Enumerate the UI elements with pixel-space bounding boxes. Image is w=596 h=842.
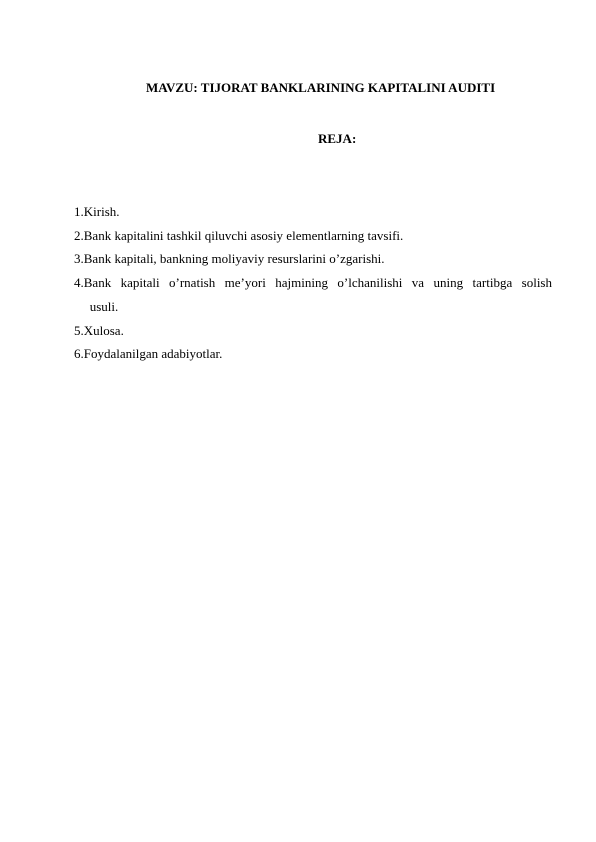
- plan-item-text-line: usuli.: [89, 298, 119, 314]
- plan-item-text: Bank kapitalini tashkil qiluvchi asosiy elementlarning tavsifi.: [83, 227, 404, 243]
- plan-item: [74, 247, 552, 271]
- plan-item-text: Foydalanilgan adabiyotlar.: [83, 346, 223, 362]
- plan-item-text: [84, 271, 552, 318]
- plan-list: [74, 200, 552, 366]
- plan-item: [74, 200, 552, 224]
- plan-item: [74, 271, 552, 318]
- plan-item-number: 1.: [74, 204, 84, 219]
- plan-item-number: 3.: [74, 251, 84, 267]
- plan-item-number: 2.: [74, 227, 84, 243]
- plan-item-text-line: Bank kapitali o’rnatish me’yori hajmining o’lchanilishi va uning tartibga solish: [83, 275, 552, 291]
- plan-item-number: 5.: [74, 322, 84, 338]
- plan-item-text: Kirish.: [83, 204, 120, 219]
- plan-item-number: 6.: [74, 346, 84, 362]
- plan-item-text: Xulosa.: [83, 322, 124, 338]
- document-title: MAVZU: TIJORAT BANKLARINING KAPITALINI AUDITI: [146, 80, 496, 95]
- plan-item-number: 4.: [74, 275, 84, 291]
- plan-item-text: Bank kapitali, bankning moliyaviy resurslarini o’zgarishi.: [83, 251, 385, 267]
- plan-item: [74, 224, 552, 248]
- plan-item: [74, 319, 552, 343]
- plan-heading: REJA:: [318, 131, 357, 146]
- plan-item: [74, 342, 552, 366]
